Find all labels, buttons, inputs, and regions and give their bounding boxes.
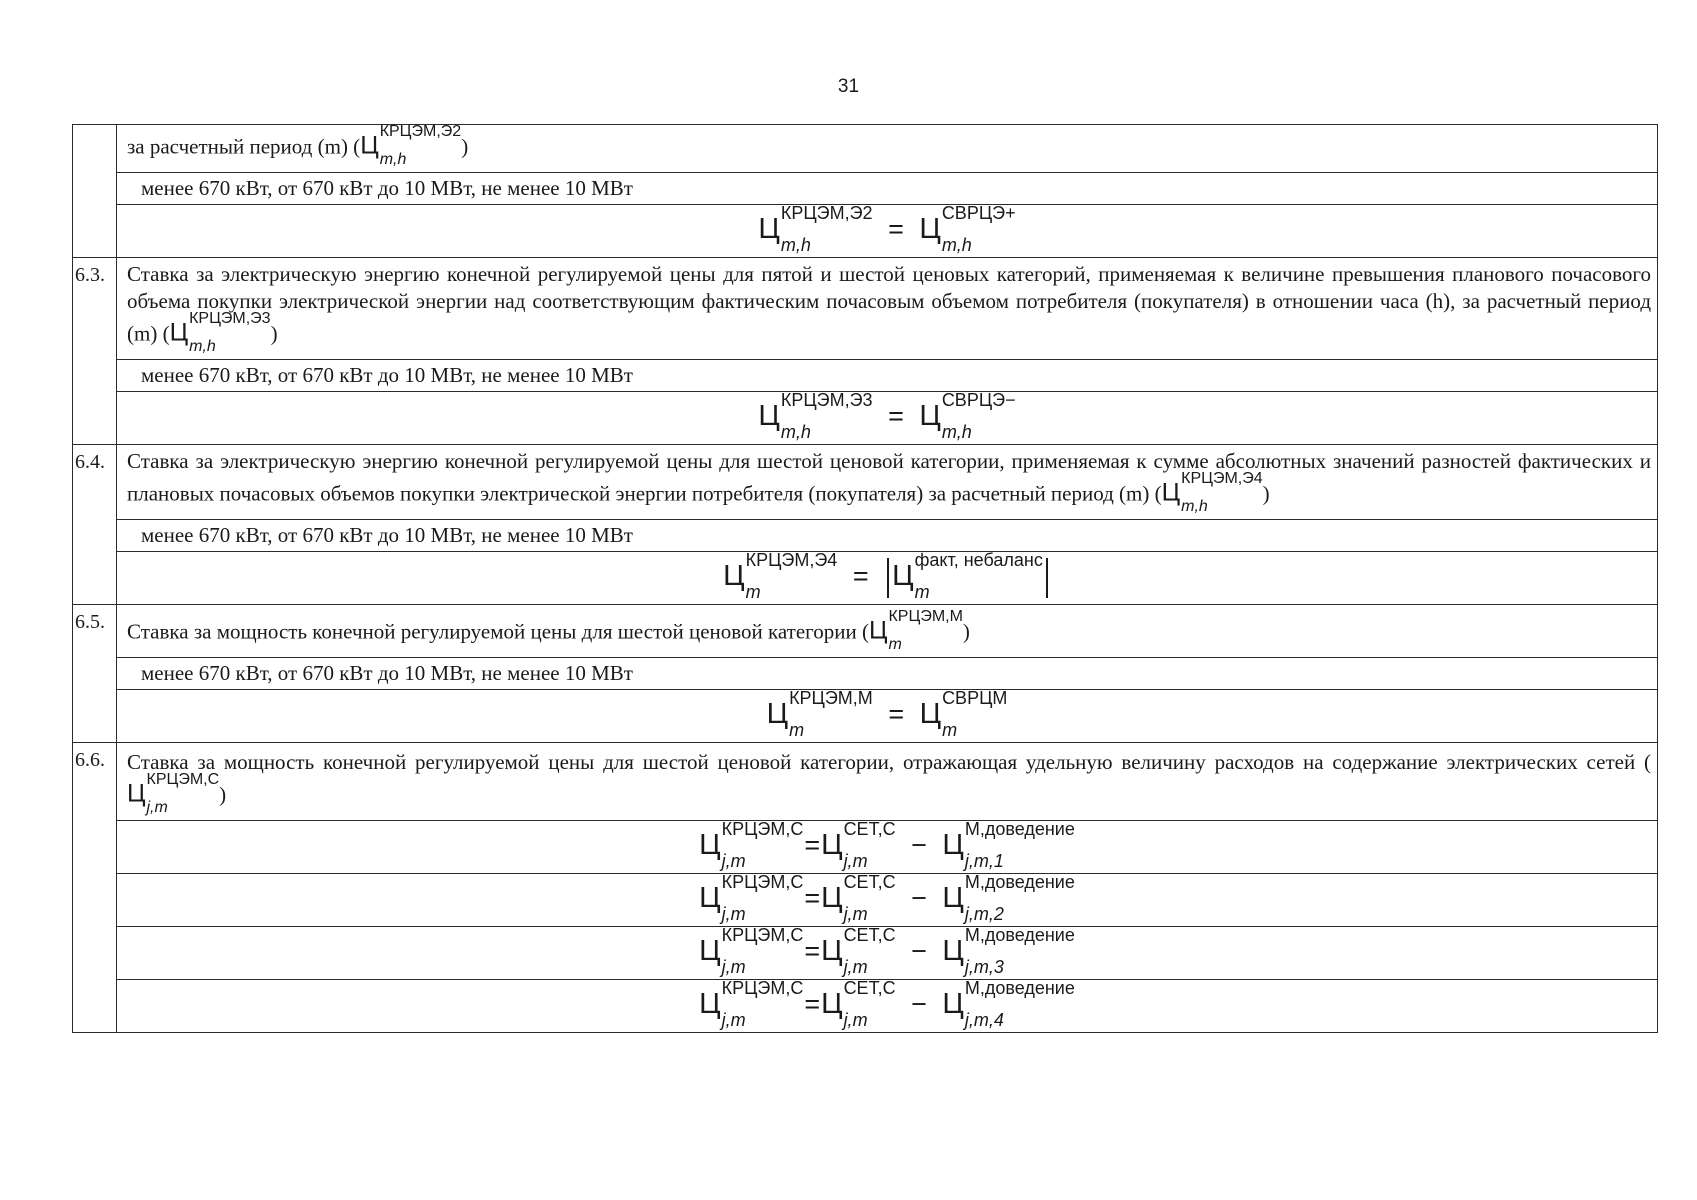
row-6-3: [73, 258, 1658, 360]
formula-c-3: Ц КРЦЭМ,С j,m =Ц СЕТ,С j,m − Ц М,доведение j,m,3: [117, 927, 1658, 980]
page-number: 31: [837, 76, 860, 97]
price-symbol-inline: Ц КРЦЭМ,С j,m: [127, 771, 220, 816]
row-number: 6.3.: [73, 258, 117, 445]
formula-row-c3: [73, 927, 1658, 980]
formula-row-e2: [73, 205, 1658, 258]
formula-row-c2: [73, 874, 1658, 927]
power-levels-text: менее 670 кВт, от 670 кВт до 10 МВт, не менее 10 МВт: [117, 173, 1658, 205]
power-levels-text: менее 670 кВт, от 670 кВт до 10 МВт, не менее 10 МВт: [117, 658, 1658, 690]
formula-c-2: Ц КРЦЭМ,С j,m =Ц СЕТ,С j,m − Ц М,доведение j,m,2: [117, 874, 1658, 927]
formula-e2: Ц КРЦЭМ,Э2 m,h = Ц СВРЦЭ+ m,h: [117, 205, 1658, 258]
row-number: 6.5.: [73, 605, 117, 743]
formula-c-1: Ц КРЦЭМ,С j,m =Ц СЕТ,С j,m − Ц М,доведение j,m,1: [117, 821, 1658, 874]
price-symbol-inline: Ц КРЦЭМ,Э2 m,h: [360, 123, 462, 168]
formula-c-4: Ц КРЦЭМ,С j,m =Ц СЕТ,С j,m − Ц М,доведение j,m,4: [117, 980, 1658, 1033]
row-description: Ставка за электрическую энергию конечной регулируемой цены для шестой ценовой категории, применяемая к сумме абсолютных значений разностей фактических и плановых почасовых объемов покупки электрической энергии потребителя (покупателя) за расчетный период (m) (Ц КРЦЭМ,Э4 m,h ): [117, 445, 1658, 520]
abs-bar-right: [1046, 558, 1048, 598]
formula-row-e3: [73, 392, 1658, 445]
row-6-6: [73, 743, 1658, 821]
price-symbol-inline: Ц КРЦЭМ,М m: [868, 608, 963, 653]
formula-m: Ц КРЦЭМ,М m = Ц СВРЦМ m: [117, 690, 1658, 743]
formula-e4: Ц КРЦЭМ,Э4 m = Ц факт, небаланс m: [117, 552, 1658, 605]
row-6-2-continuation: [73, 125, 1658, 173]
formula-row-e4: [73, 552, 1658, 605]
tariff-table: [72, 124, 1658, 1033]
abs-bar-left: [887, 558, 889, 598]
power-levels-row: [73, 520, 1658, 552]
price-symbol-inline: Ц КРЦЭМ,Э3 m,h: [169, 310, 271, 355]
power-levels-text: менее 670 кВт, от 670 кВт до 10 МВт, не менее 10 МВт: [117, 360, 1658, 392]
row-description: за расчетный период (m) (Ц КРЦЭМ,Э2 m,h ): [117, 125, 1658, 173]
row-number: 6.4.: [73, 445, 117, 605]
price-symbol-inline: Ц КРЦЭМ,Э4 m,h: [1161, 470, 1263, 515]
row-description: Ставка за мощность конечной регулируемой цены для шестой ценовой категории (Ц КРЦЭМ,М m ): [117, 605, 1658, 658]
power-levels-text: менее 670 кВт, от 670 кВт до 10 МВт, не менее 10 МВт: [117, 520, 1658, 552]
power-levels-row: [73, 658, 1658, 690]
row-description: Ставка за мощность конечной регулируемой цены для шестой ценовой категории, отражающая удельную величину расходов на содержание электрических сетей (Ц КРЦЭМ,С j,m ): [117, 743, 1658, 821]
row-number-cell: [73, 125, 117, 258]
row-6-4: [73, 445, 1658, 520]
formula-row-c4: [73, 980, 1658, 1033]
formula-row-c1: [73, 821, 1658, 874]
row-number: 6.6.: [73, 743, 117, 1033]
row-description: Ставка за электрическую энергию конечной регулируемой цены для пятой и шестой ценовых категорий, применяемая к величине превышения планового почасового объема покупки электрической энергии над соответствующим фактическим почасовым объемом потребителя (покупателя) в отношении часа (h), за расчетный период (m) (Ц КРЦЭМ,Э3 m,h ): [117, 258, 1658, 360]
row-6-5: [73, 605, 1658, 658]
formula-e3: Ц КРЦЭМ,Э3 m,h = Ц СВРЦЭ− m,h: [117, 392, 1658, 445]
power-levels-row: [73, 173, 1658, 205]
formula-row-m: [73, 690, 1658, 743]
power-levels-row: [73, 360, 1658, 392]
